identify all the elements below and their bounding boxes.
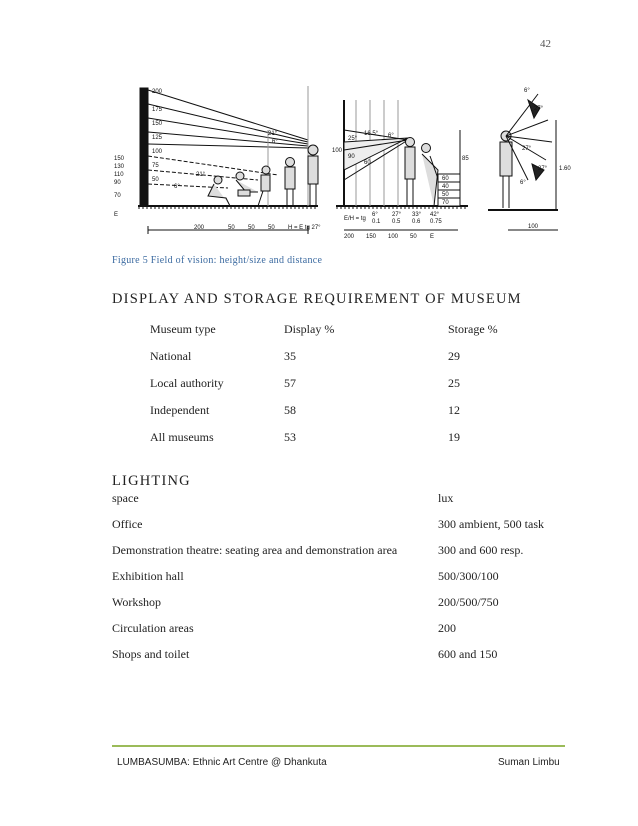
section-title-lighting: LIGHTING xyxy=(112,473,191,489)
base-label: 100 xyxy=(388,234,399,240)
space-cell: Workshop xyxy=(112,595,162,609)
base-label: 50 xyxy=(268,225,275,231)
header-cell: lux xyxy=(438,491,454,505)
base-label: 50 xyxy=(248,225,255,231)
deg-label: 27° xyxy=(392,212,402,218)
deg-label: 6° xyxy=(372,212,378,218)
ratio-label: 0.1 xyxy=(372,219,381,225)
formula-label: E/H = tg xyxy=(344,216,366,222)
table-row xyxy=(150,349,530,376)
table-row xyxy=(112,621,562,647)
scale-label: 125 xyxy=(152,135,163,141)
table-header-row xyxy=(150,322,530,349)
table-row xyxy=(112,647,562,673)
angle-label: 16.5° xyxy=(364,131,379,137)
table-row xyxy=(112,517,562,543)
storage-cell: 29 xyxy=(448,349,460,363)
base-label: 200 xyxy=(344,234,355,240)
base-label: 150 xyxy=(366,234,377,240)
space-cell: Office xyxy=(112,517,143,531)
table-row xyxy=(112,595,562,621)
height-label: 100 xyxy=(332,148,343,154)
display-cell: 57 xyxy=(284,376,296,390)
deg-label: 42° xyxy=(430,212,440,218)
angle-label: 27° xyxy=(534,106,544,112)
scale-label: 175 xyxy=(152,107,163,113)
angle-label: 21° xyxy=(268,131,278,137)
deg-label: 33° xyxy=(412,212,422,218)
base-label: 50 xyxy=(410,234,417,240)
height-label: 150 xyxy=(114,156,125,162)
lux-cell: 500/300/100 xyxy=(438,569,499,583)
ratio-label: 0.6 xyxy=(412,219,421,225)
angle-label: 6° xyxy=(388,133,394,139)
space-cell: Shops and toilet xyxy=(112,647,190,661)
height-label: 70 xyxy=(114,193,121,199)
angle-label: 6° xyxy=(524,88,530,94)
angle-label: 6° xyxy=(520,180,526,186)
museum-type-cell: National xyxy=(150,349,192,363)
footer-title: LUMBASUMBA: Ethnic Art Centre @ Dhankuta xyxy=(117,757,327,768)
figure-drawing xyxy=(108,80,571,240)
lux-cell: 200 xyxy=(438,621,456,635)
section-title-display-storage: DISPLAY AND STORAGE REQUIREMENT OF MUSEUM xyxy=(112,291,522,307)
lux-cell: 300 and 600 resp. xyxy=(438,543,524,557)
table-row xyxy=(150,403,530,430)
wall-scale xyxy=(140,88,148,206)
figure-caption: Figure 5 Field of vision: height/size and distance xyxy=(112,255,323,266)
table-row xyxy=(150,376,530,403)
ratio-label: 0.75 xyxy=(430,219,442,225)
height-label: 110 xyxy=(114,172,124,178)
museum-type-cell: All museums xyxy=(150,430,214,444)
base-label: 100 xyxy=(528,224,539,230)
ratio-label: 0.5 xyxy=(392,219,401,225)
angle-label: 6° xyxy=(174,184,180,190)
angle-label: 25° xyxy=(348,136,358,142)
table-row xyxy=(112,569,562,595)
museum-type-cell: Independent xyxy=(150,403,210,417)
space-cell: Exhibition hall xyxy=(112,569,184,583)
table-row xyxy=(150,430,530,457)
display-cell: 58 xyxy=(284,403,296,417)
base-label: E xyxy=(430,234,435,240)
height-label: 130 xyxy=(114,164,125,170)
scale-label: 150 xyxy=(152,121,163,127)
lighting-table xyxy=(112,491,562,673)
value-label: 60 xyxy=(442,176,449,182)
height-label: 60 xyxy=(364,160,371,166)
header-cell: Display % xyxy=(284,322,335,336)
storage-cell: 19 xyxy=(448,430,460,444)
museum-table xyxy=(150,322,530,457)
storage-cell: 25 xyxy=(448,376,460,390)
angle-label: 27° xyxy=(538,166,548,172)
base-label: H = E tg 27° xyxy=(288,225,321,231)
angle-label: 6° xyxy=(272,139,278,145)
base-label: 200 xyxy=(194,225,205,231)
table-header-row xyxy=(112,491,562,517)
value-label: 40 xyxy=(442,184,449,190)
angle-label: 27° xyxy=(522,146,532,152)
scale-label: 50 xyxy=(152,177,159,183)
base-label: 50 xyxy=(228,225,235,231)
header-cell: space xyxy=(112,491,139,505)
table-row xyxy=(112,543,562,569)
scale-label: 100 xyxy=(152,149,163,155)
height-label: 90 xyxy=(348,154,355,160)
display-cell: 53 xyxy=(284,430,296,444)
lux-cell: 300 ambient, 500 task xyxy=(438,517,544,531)
height-label: 90 xyxy=(114,180,121,186)
value-label: 70 xyxy=(442,200,449,206)
footer-rule xyxy=(112,745,565,747)
lux-cell: 200/500/750 xyxy=(438,595,499,609)
header-cell: Museum type xyxy=(150,322,216,336)
display-cell: 35 xyxy=(284,349,296,363)
museum-type-cell: Local authority xyxy=(150,376,224,390)
value-label: 50 xyxy=(442,192,449,198)
space-cell: Circulation areas xyxy=(112,621,194,635)
space-cell: Demonstration theatre: seating area and demonstration area xyxy=(112,543,398,557)
scale-label: 75 xyxy=(152,163,159,169)
field-of-vision-figure xyxy=(108,80,571,240)
footer-author: Suman Limbu xyxy=(498,757,560,768)
page-number: 42 xyxy=(540,38,551,50)
height-label: 1.60 xyxy=(559,166,571,172)
base-label: E xyxy=(114,212,119,218)
value-label: 85 xyxy=(462,156,469,162)
angle-label: 21° xyxy=(196,172,206,178)
header-cell: Storage % xyxy=(448,322,498,336)
lux-cell: 600 and 150 xyxy=(438,647,498,661)
scale-label: 200 xyxy=(152,89,163,95)
storage-cell: 12 xyxy=(448,403,460,417)
